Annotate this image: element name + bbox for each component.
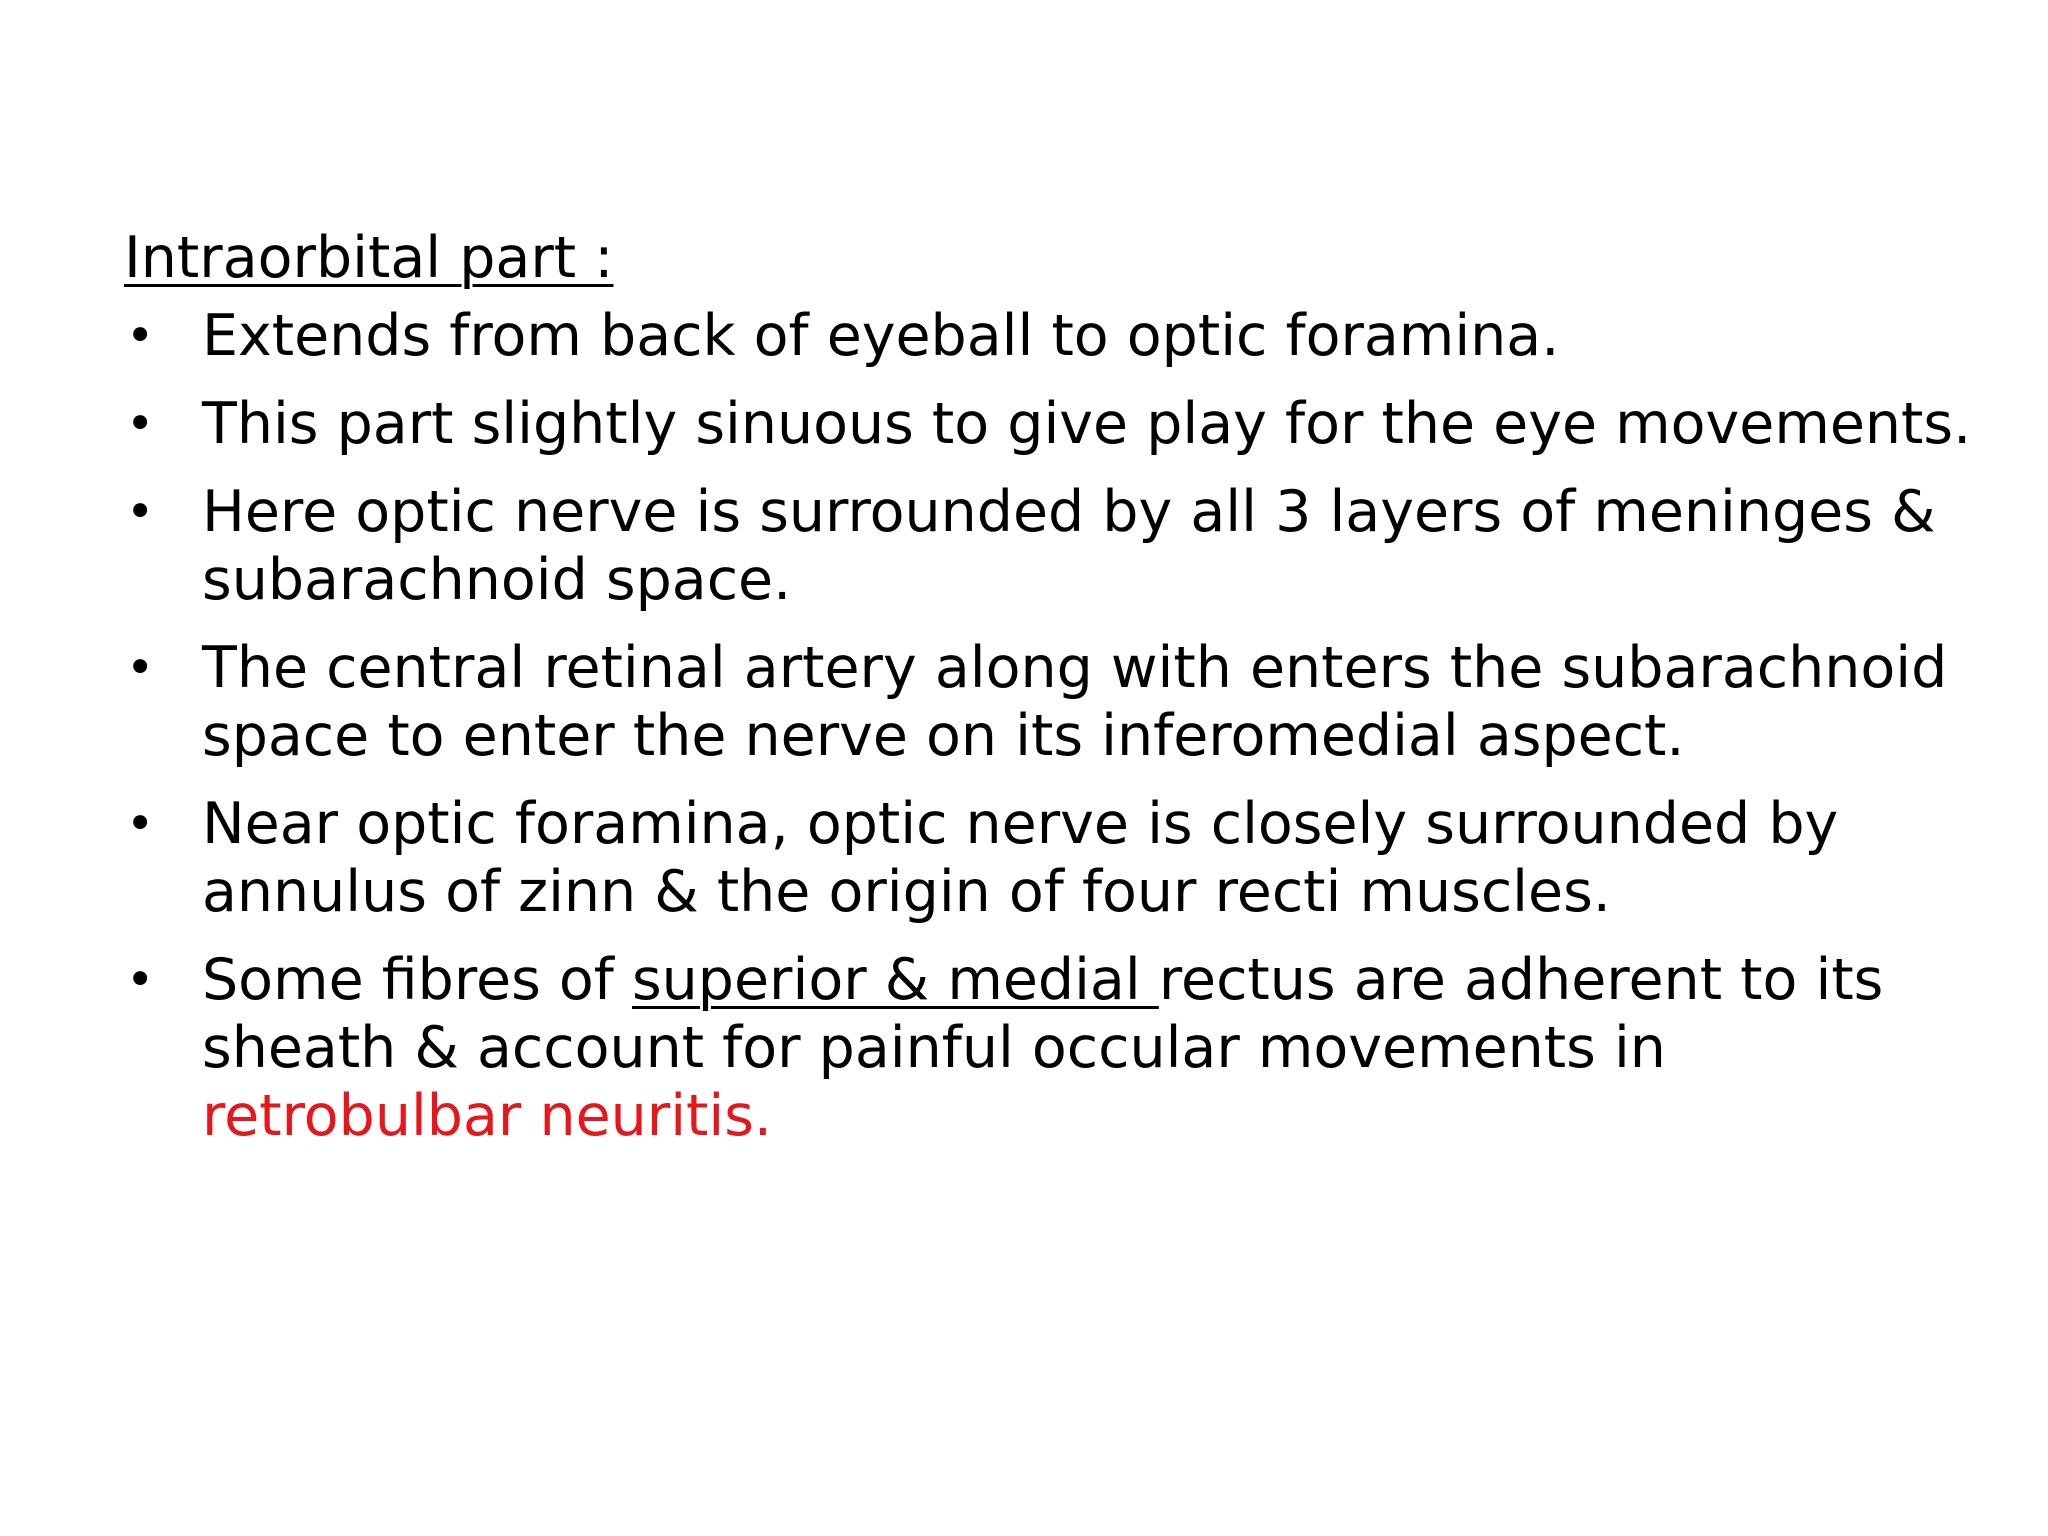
bullet-dot-icon: • [126,796,155,852]
bullet-dot-icon: • [126,396,155,452]
bullet-item [124,478,1984,614]
bullet-text: Extends from back of eyeball to optic foramina. [202,303,1560,369]
bullet-dot-icon: • [126,640,155,696]
bullet-item [124,634,1984,770]
bullet-text: Near optic foramina, optic nerve is closely surrounded by annulus of zinn & the origin of four recti muscles. [202,791,1839,925]
bullet-dot-icon: • [126,308,155,364]
bullet-item [124,790,1984,926]
bullet-dot-icon: • [126,952,155,1008]
bullet-text: Here optic nerve is surrounded by all 3 layers of meninges & subarachnoid space. [202,479,1936,613]
bullet-item [124,390,1984,458]
bullet-text: The central retinal artery along with enters the subarachnoid space to enter the nerve on its inferomedial aspect. [202,635,1948,769]
bullet-item [124,302,1984,370]
underlined-term: superior & medial [631,947,1159,1013]
slide-heading [124,222,1984,294]
slide-content [124,222,1984,1170]
bullet-item [124,946,1984,1150]
heading-text: Intraorbital part : [124,225,614,291]
bullet-text: This part slightly sinuous to give play for the eye movements. [202,391,1972,457]
bullet-text-part: Some fibres of [202,947,632,1013]
highlighted-term: retrobulbar neuritis. [202,1083,773,1149]
bullet-text-part: rectus are adherent to its sheath & account for painful occular movements in [202,947,1884,1081]
bullet-dot-icon: • [126,484,155,540]
bullet-list [124,302,1984,1150]
